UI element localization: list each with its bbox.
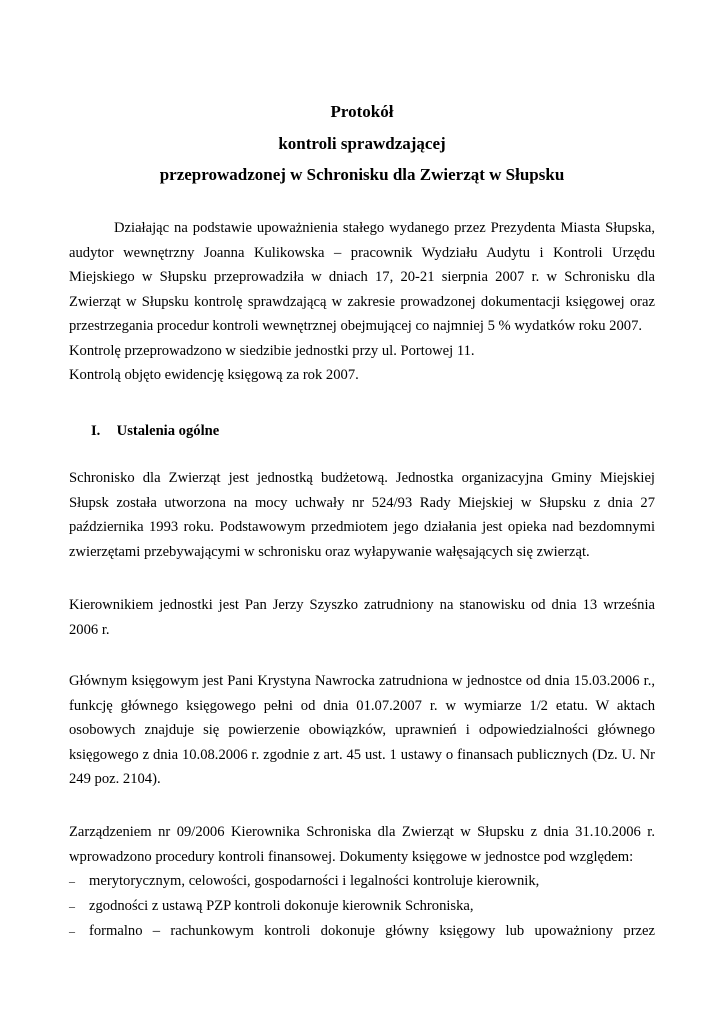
section-number: I. [91, 423, 101, 439]
paragraph-text: Schronisko dla Zwierząt jest jednostką budżetową. Jednostka organizacyjna Gminy Miejskiej Słupsk została utworzona na mocy uchwały nr 524/93 Rady Miejskiej w Słupsku z dnia 27 października 1993 roku. Podstawowym przedmiotem jego działania jest opieka nad bezdomnymi zwierzętami przebywającymi w schronisku oraz wyłapywanie wałęsających się zwierząt. [69, 470, 655, 560]
document-subtitle-location: przeprowadzonej w Schronisku dla Zwierząt w Słupsku [159, 165, 565, 184]
paragraph-text: Głównym księgowym jest Pani Krystyna Nawrocka zatrudniona w jednostce od dnia 15.03.2006 r., funkcję głównego księgowego pełni od dnia 01.07.2007 r. w wymiarze 1/2 etatu. W aktach osobowych znajduje się powierzenie obowiązków, uprawnień i odpowiedzialności głównego księgowego z dnia 10.08.2006 r. zgodnie z art. 45 ust. 1 ustawy o finansach publicznych (Dz. U. Nr 249 poz. 2104). [69, 673, 655, 787]
list-item-text: zgodności z ustawą PZP kontroli dokonuje kierownik Schroniska, [89, 898, 474, 914]
manager-paragraph [69, 593, 655, 642]
intro-paragraph: Działając na podstawie upoważnienia stałego wydanego przez Prezydenta Miasta Słupska, audytor wewnętrzny Joanna Kulikowska – pracownik Wydziału Audytu i Kontroli Urzędu Miejskiego w Słupsku przeprowadziła w dniach 17, 20-21 sierpnia 2007 r. w Schronisku dla Zwierząt w Słupsku kontrolę sprawdzającą w zakresie prowadzonej dokumentacji księgowej oraz przestrzegania procedur kontroli wewnętrznej obejmującej co najmniej 5 % wydatków roku 2007. [69, 220, 655, 334]
section-heading [91, 421, 219, 441]
intro-section [69, 216, 655, 388]
section-title: Ustalenia ogólne [116, 423, 220, 439]
document-subtitle: kontroli sprawdzającej [278, 134, 446, 153]
paragraph-text: Kierownikiem jednostki jest Pan Jerzy Szyszko zatrudniony na stanowisku od dnia 13 września 2006 r. [69, 597, 655, 638]
accountant-paragraph [69, 669, 655, 792]
dash-bullet: – [69, 899, 75, 913]
list-item [69, 894, 655, 919]
intro-location-paragraph: Kontrolę przeprowadzono w siedzibie jednostki przy ul. Portowej 11. [69, 342, 475, 359]
list-item [69, 869, 655, 894]
paragraph-text: Zarządzeniem nr 09/2006 Kierownika Schroniska dla Zwierząt w Słupsku z dnia 31.10.2006 r. wprowadzono procedury kontroli finansowej. Dokumenty księgowe w jednostce pod względem: [69, 824, 655, 865]
unit-description-paragraph [69, 466, 655, 564]
procedures-paragraph [69, 820, 655, 869]
dash-bullet: – [69, 924, 75, 938]
document-title: Protokół [330, 102, 394, 121]
dash-bullet: – [69, 874, 75, 888]
list-item-text: formalno – rachunkowym kontroli dokonuje główny księgowy lub upoważniony przez [89, 923, 655, 939]
intro-scope-paragraph: Kontrolą objęto ewidencję księgową za rok 2007. [69, 367, 359, 383]
list-item [69, 919, 655, 944]
list-item-text: merytorycznym, celowości, gospodarności i legalności kontroluje kierownik, [89, 873, 540, 889]
